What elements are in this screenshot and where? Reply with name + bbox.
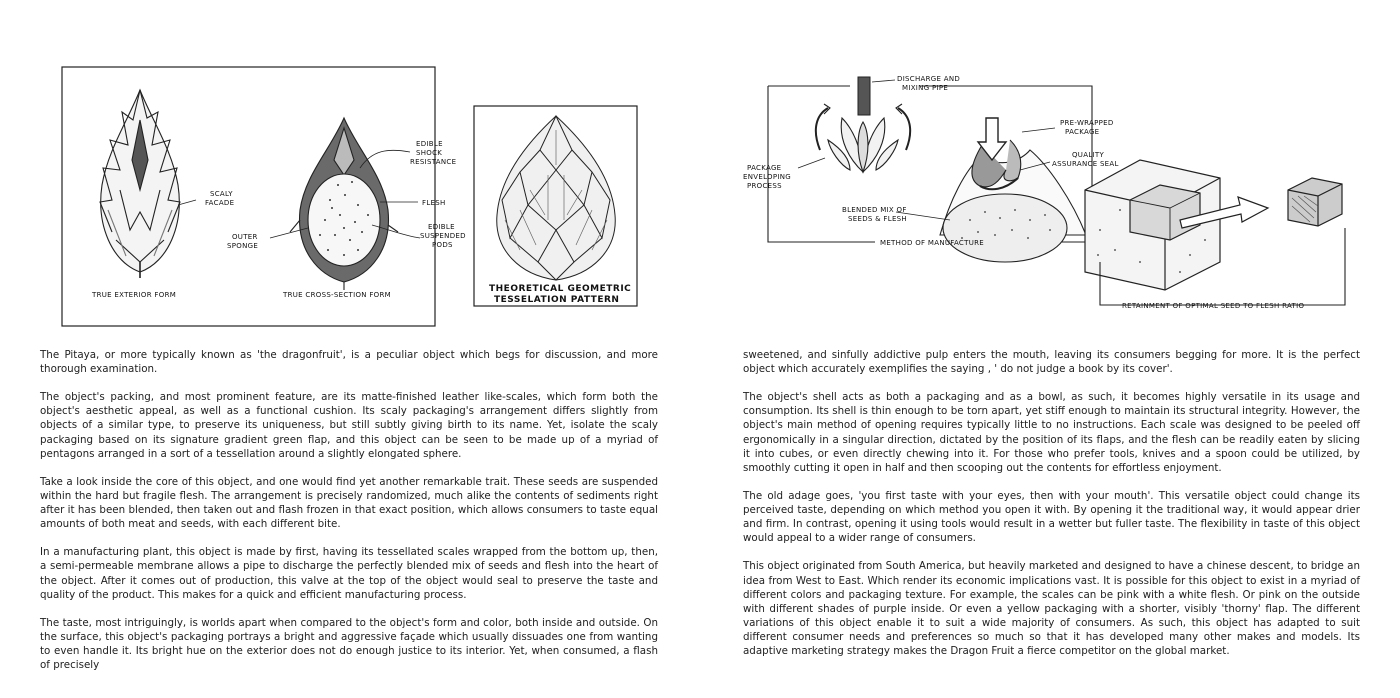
cross-section-sketch: [290, 118, 398, 290]
left-text-column: [40, 348, 658, 686]
label-outer-sponge: OUTER SPONGE: [227, 233, 259, 250]
tessellation-pattern-sketch: [497, 116, 615, 280]
label-enveloping-process: PACKAGE ENVELOPING PROCESS: [743, 164, 791, 190]
manufacturing-process-figure: [700, 0, 1400, 340]
label-edible-shock-resistance: EDIBLE SHOCK RESISTANCE: [410, 140, 457, 166]
paragraph: sweetened, and sinfully addictive pulp enters the mouth, leaving its consumers begging for more. It is the perfect object which accurately exemplifies the saying , ' do not judge a book by its cover'.: [743, 349, 1360, 376]
label-quality-assurance-seal: QUALITY ASSURANCE SEAL: [1052, 151, 1119, 168]
label-discharge-pipe: DISCHARGE AND MIXING PIPE: [897, 75, 961, 92]
cube-ratio-sketch: [1085, 160, 1342, 290]
right-text-column: [743, 348, 1360, 672]
label-flesh: FLESH: [422, 199, 446, 207]
label-blended-mix: BLENDED MIX OF SEEDS & FLESH: [842, 206, 907, 223]
label-retainment-ratio: RETAINMENT OF OPTIMAL SEED TO FLESH RATIO: [1122, 302, 1305, 310]
paragraph: The object's packing, and most prominent feature, are its matte-finished leather like-scales, which form both the object's aesthetic appeal, as well as a functional cushion. Its scaly packaging's arrangement differs slightly from objects of a similar type, to preserve its uniqueness, but still subtly giving birth to its name. Yet, isolate the scaly packaging based on its signature gradient green flap, and this object can be seen to be made up of a myriad of pentagons arranged in a sort of a tessellation around a slightly elongated sphere.: [40, 391, 658, 460]
paragraph: Take a look inside the core of this object, and one would find yet another remarkable trait. These seeds are suspended within the hard but fragile flesh. The arrangement is precisely randomized, much alike the contents of sediments right after it has been blended, then taken out and flash frozen in that exact position, which allows consumers to taste equal amounts of both meat and seeds, with each different bite.: [40, 475, 658, 531]
paragraph: The taste, most intriguingly, is worlds apart when compared to the object's form and color, both inside and outside. On the surface, this object's packaging portrays a bright and aggressive façade which usually dissuades one from wanting to even handle it. Its bright hue on the exterior does not do enough justice to its interior. Yet, when consumed, a flash of precisely: [40, 616, 658, 672]
caption-tessellation-pattern: THEORETICAL GEOMETRIC TESSELATION PATTERN: [489, 284, 632, 305]
paragraph: The object's shell acts as both a packaging and as a bowl, as such, it becomes highly versatile in its usage and consumption. Its shell is thin enough to be torn apart, yet stiff enough to maintain its structural integrity. However, the object's main method of opening requires typically little to no instructions. Each scale was designed to be peeled off ergonomically in a singular direction, dictated by the position of its flaps, and the flesh can be readily eaten by slicing it into cubes, or even directly chewing into it. For those who prefer tools, knives and a spoon could be utilized, by smoothly cutting it open in half and then scooping out the contents for effortless enjoyment.: [743, 391, 1360, 474]
label-scaly-facade: SCALY FACADE: [205, 190, 235, 207]
caption-true-cross-section-form: TRUE CROSS-SECTION FORM: [283, 291, 391, 299]
label-method-of-manufacture: METHOD OF MANUFACTURE: [880, 239, 984, 247]
paragraph: The old adage goes, 'you first taste with your eyes, then with your mouth'. This versatile object could change its perceived taste, depending on which method you open it with. By opening it the traditional way, it would appear drier and firm. In contrast, opening it using tools would result in a wetter but fuller taste. The flexibility in taste of this object would appeal to a wider range of consumers.: [743, 489, 1360, 545]
paragraph: In a manufacturing plant, this object is made by first, having its tessellated scales wrapped from the bottom up, then, a semi-permeable membrane allows a pipe to discharge the perfectly blended mix of seeds and flesh into the heart of the object. After it comes out of production, this valve at the top of the object would seal to preserve the taste and quality of the product. This makes for a quick and efficient manufacturing process.: [40, 546, 658, 601]
right-page: [700, 0, 1400, 698]
exterior-fruit-sketch: [100, 90, 180, 278]
dragonfruit-anatomy-figure: [0, 0, 700, 340]
paragraph: The Pitaya, or more typically known as 'the dragonfruit', is a peculiar object which begs for discussion, and more thorough examination.: [40, 349, 658, 376]
paragraph: This object originated from South America, but heavily marketed and designed to have a chinese descent, to bridge an idea from West to East. Which render its economic implications vast. It is possible for this object to exist in a myriad of different colors and packaging texture. For example, the scales can be pink with a white flesh. Or pink on the outside with different shades of purple inside. Or even a yellow packaging with a shorter, visibly 'thorny' flap. The different variations of this object enable it to suit a wide majority of consumers. As such, this object has adapted to suit different consumer needs and preferences so much so that it has developed many other makes and models. Its adaptive marketing strategy makes the Dragon Fruit a fierce competitor on the global market.: [743, 560, 1360, 657]
label-prewrapped-package: PRE-WRAPPED PACKAGE: [1060, 119, 1114, 136]
caption-true-exterior-form: TRUE EXTERIOR FORM: [92, 291, 177, 299]
pipe-sketch: [858, 77, 870, 115]
label-edible-suspended-pods: EDIBLE SUSPENDED PODS: [420, 223, 466, 249]
